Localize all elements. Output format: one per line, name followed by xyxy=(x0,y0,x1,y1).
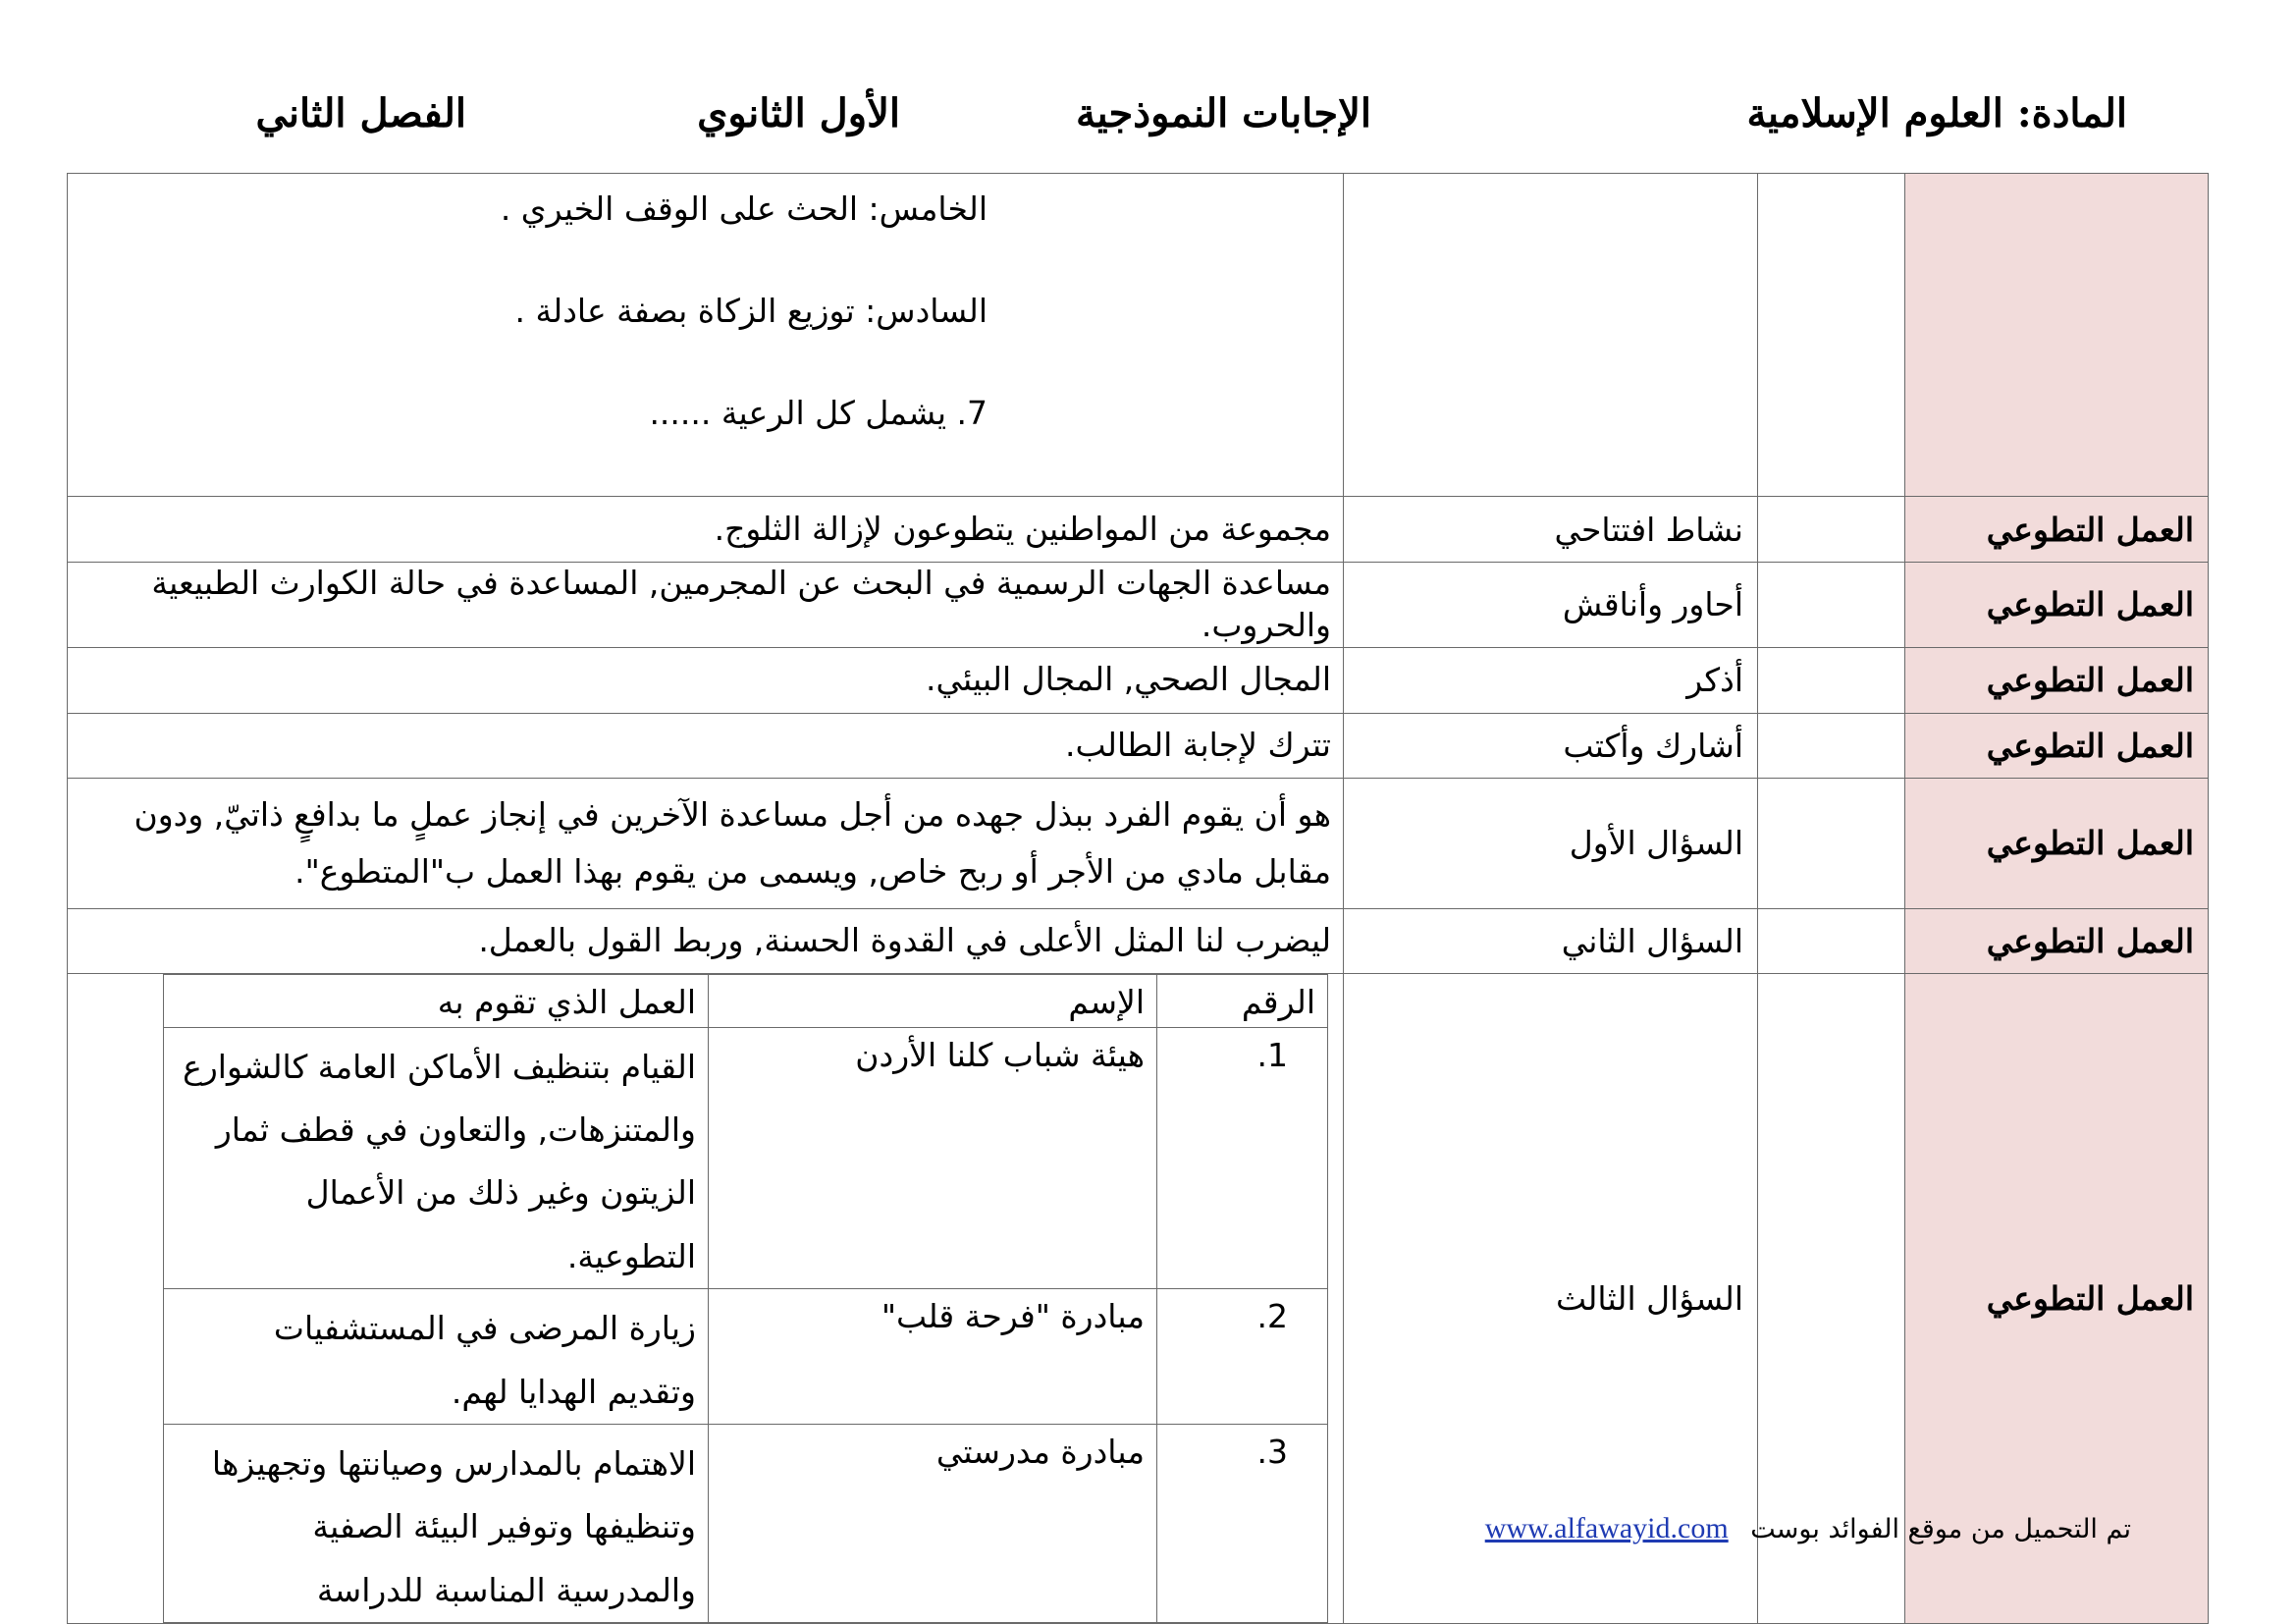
activity-cell: أذكر xyxy=(1344,647,1758,713)
subject-title: المادة: العلوم الإسلامية xyxy=(1746,90,2127,136)
initiatives-table xyxy=(163,974,1328,1623)
answers-title: الإجابات النموذجية xyxy=(1076,90,1371,136)
initiative-name: هيئة شباب كلنا الأردن xyxy=(709,1027,1157,1288)
topic-cell: العمل التطوعي xyxy=(1905,563,2209,648)
empty-cell xyxy=(1758,713,1905,778)
row-number: 3. xyxy=(1157,1424,1328,1622)
answer-line: الخامس: الحث على الوقف الخيري . xyxy=(500,189,988,228)
footer xyxy=(1485,1512,2131,1545)
topic-cell: العمل التطوعي xyxy=(1905,908,2209,973)
activity-cell: أحاور وأناقش xyxy=(1344,563,1758,648)
website-link[interactable]: www.alfawayid.com xyxy=(1484,1512,1729,1544)
answer-cell: المجال الصحي, المجال البيئي. xyxy=(68,647,1344,713)
row-number: 2. xyxy=(1157,1289,1328,1425)
table-row xyxy=(164,1424,1328,1622)
initiative-name: مبادرة "فرحة قلب" xyxy=(709,1289,1157,1425)
answer-cell: هو أن يقوم الفرد ببذل جهده من أجل مساعدة الآخرين في إنجاز عملٍ ما بدافعٍ ذاتيّ, ودون مقابل مادي من الأجر أو ربح خاص, ويسمى من يقوم بهذا العمل ب"المتطوع". xyxy=(68,778,1344,908)
empty-cell xyxy=(1758,647,1905,713)
table-row xyxy=(164,1289,1328,1425)
initiative-work: القيام بتنظيف الأماكن العامة كالشوارع والمتنزهات, والتعاون في قطف ثمار الزيتون وغير ذلك من الأعمال التطوعية. xyxy=(164,1027,709,1288)
table-row xyxy=(68,174,2209,497)
grade-title: الأول الثانوي xyxy=(697,90,900,136)
answers-table xyxy=(67,173,2209,1624)
empty-cell xyxy=(1758,908,1905,973)
topic-cell: العمل التطوعي xyxy=(1905,713,2209,778)
column-header: الرقم xyxy=(1157,974,1328,1027)
activity-cell: السؤال الثالث xyxy=(1344,973,1758,1623)
table-row xyxy=(68,497,2209,563)
answer-cell: مجموعة من المواطنين يتطوعون لإزالة الثلوج. xyxy=(68,497,1344,563)
row-number: 1. xyxy=(1157,1027,1328,1288)
activity-cell: السؤال الثاني xyxy=(1344,908,1758,973)
topic-cell: العمل التطوعي xyxy=(1905,497,2209,563)
empty-cell xyxy=(1758,174,1905,497)
table-row xyxy=(68,713,2209,778)
answer-cell xyxy=(68,174,1344,497)
answer-line: 7. يشمل كل الرعية ...... xyxy=(649,394,988,432)
table-row xyxy=(164,1027,1328,1288)
topic-cell: العمل التطوعي xyxy=(1905,778,2209,908)
activity-cell: أشارك وأكتب xyxy=(1344,713,1758,778)
activity-cell xyxy=(1344,174,1758,497)
table-row xyxy=(68,778,2209,908)
initiative-work: زيارة المرضى في المستشفيات وتقديم الهدايا لهم. xyxy=(164,1289,709,1425)
topic-cell: العمل التطوعي xyxy=(1905,647,2209,713)
answer-cell: مساعدة الجهات الرسمية في البحث عن المجرمين, المساعدة في حالة الكوارث الطبيعية والحروب. xyxy=(68,563,1344,648)
topic-cell: العمل التطوعي xyxy=(1905,973,2209,1623)
activity-cell: السؤال الأول xyxy=(1344,778,1758,908)
column-header: العمل الذي تقوم به xyxy=(164,974,709,1027)
table-row xyxy=(68,908,2209,973)
answer-cell: ليضرب لنا المثل الأعلى في القدوة الحسنة, وربط القول بالعمل. xyxy=(68,908,1344,973)
answer-line: السادس: توزيع الزكاة بصفة عادلة . xyxy=(514,292,988,330)
term-title: الفصل الثاني xyxy=(255,90,466,136)
empty-cell xyxy=(1758,778,1905,908)
column-header: الإسم xyxy=(709,974,1157,1027)
table-row xyxy=(68,563,2209,648)
footer-text: تم التحميل من موقع الفوائد بوست xyxy=(1750,1514,2131,1544)
initiative-work: الاهتمام بالمدارس وصيانتها وتجهيزها وتنظيفها وتوفير البيئة الصفية والمدرسية المناسبة للدراسة xyxy=(164,1424,709,1622)
empty-cell xyxy=(1758,563,1905,648)
empty-cell xyxy=(1758,497,1905,563)
table-header-row xyxy=(164,974,1328,1027)
answer-cell: تترك لإجابة الطالب. xyxy=(68,713,1344,778)
activity-cell: نشاط افتتاحي xyxy=(1344,497,1758,563)
initiative-name: مبادرة مدرستي xyxy=(709,1424,1157,1622)
topic-cell xyxy=(1905,174,2209,497)
table-row xyxy=(68,647,2209,713)
answer-cell xyxy=(68,973,1344,1623)
